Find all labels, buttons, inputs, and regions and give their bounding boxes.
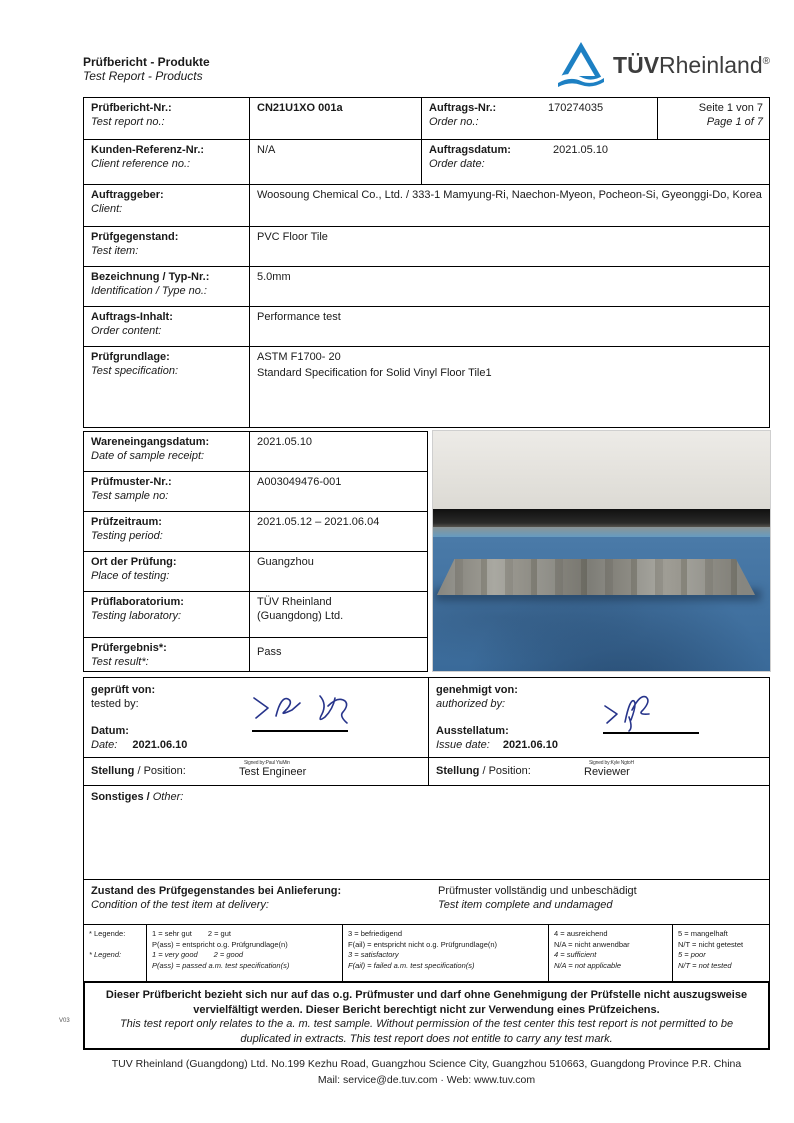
laboratory-line2: (Guangdong) Ltd. xyxy=(257,609,344,622)
order-content-label xyxy=(84,307,249,346)
receipt-date-label-de: Wareneingangsdatum: xyxy=(91,436,210,448)
table-row-result xyxy=(84,638,427,671)
place-label-en: Place of testing: xyxy=(91,569,170,582)
tested-by-block xyxy=(84,678,429,785)
legend-de-5: 5 = mangelhaft xyxy=(678,929,728,938)
condition-value xyxy=(431,880,769,924)
receipt-date-label xyxy=(84,432,249,471)
identification-label xyxy=(84,267,249,306)
legend-en-3: 3 = satisfactory xyxy=(348,950,399,959)
order-no-value: 170274035 xyxy=(548,102,604,114)
authorized-by-labels xyxy=(436,683,518,711)
testing-period-label-en: Testing period: xyxy=(91,529,163,542)
test-spec-label xyxy=(84,347,249,427)
registered-mark: ® xyxy=(762,56,770,67)
client-label-de: Auftraggeber: xyxy=(91,189,164,201)
order-content-label-en: Order content: xyxy=(91,324,162,337)
page-indicator-de: Seite 1 von 7 xyxy=(698,102,763,114)
position-label-rest: / Position: xyxy=(482,765,531,777)
sample-info-table xyxy=(83,431,428,672)
laboratory-label-en: Testing laboratory: xyxy=(91,609,182,622)
legend-en-pass: P(ass) = passed a.m. test specification(s) xyxy=(152,960,290,970)
tested-date-value: 2021.06.10 xyxy=(132,739,188,751)
client-ref-value: N/A xyxy=(249,140,421,184)
legend-title-en: * Legend: xyxy=(89,950,122,959)
report-no-label xyxy=(84,98,249,139)
legend-en-4: 4 = sufficient xyxy=(554,950,597,959)
footer-contact: Mail: service@de.tuv.com · Web: www.tuv.com xyxy=(317,1074,536,1086)
table-row-receipt-date xyxy=(84,432,427,472)
tuv-rheinland-logo xyxy=(558,41,770,90)
logo-rheinland: Rheinland xyxy=(659,52,763,78)
date-label-en: Date: xyxy=(91,739,118,751)
authorized-by-label-en: authorized by: xyxy=(436,698,506,710)
authorized-position-row xyxy=(429,757,769,785)
legend-en-nt: N/T = not tested xyxy=(678,960,732,970)
receipt-date-label-en: Date of sample receipt: xyxy=(91,449,205,462)
table-row-order-content xyxy=(84,307,769,347)
legend-de-nt: N/T = nicht getestet xyxy=(678,939,744,949)
sample-no-label xyxy=(84,472,249,511)
laboratory-value xyxy=(249,592,427,637)
test-item-label-de: Prüfgegenstand: xyxy=(91,231,179,243)
legend-col-grade4 xyxy=(548,925,672,981)
doc-title-de: Prüfbericht - Produkte xyxy=(83,55,210,69)
legend-en-2: 2 = good xyxy=(213,950,244,959)
photo-floor-tile-plank xyxy=(437,559,755,595)
table-row-sample-no xyxy=(84,472,427,512)
condition-label xyxy=(84,880,431,924)
other-section xyxy=(83,785,770,880)
issue-date-label-de: Ausstellatum: xyxy=(436,725,509,737)
testing-period-label xyxy=(84,512,249,551)
test-item-value: PVC Floor Tile xyxy=(249,227,769,266)
testing-period-label-de: Prüfzeitraum: xyxy=(91,516,162,528)
other-label-en: Other: xyxy=(152,791,184,803)
condition-value-en: Test item complete and undamaged xyxy=(438,899,613,911)
authorized-signed-by-stamp: Signed by:Kyle NgtoH xyxy=(589,760,634,766)
legend-col-grade3 xyxy=(342,925,548,981)
condition-label-de: Zustand des Prüfgegenstandes bei Anlieferung: xyxy=(91,885,342,897)
photo-carpet xyxy=(433,537,770,671)
table-row-identification xyxy=(84,267,769,307)
tuv-triangle-icon xyxy=(558,41,604,90)
legend-de-fail: F(ail) = entspricht nicht o.g. Prüfgrundlage(n) xyxy=(348,939,498,949)
photo-wall xyxy=(433,431,770,509)
identification-value: 5.0mm xyxy=(249,267,769,306)
other-label-de: Sonstiges / xyxy=(91,791,150,803)
legend-de-1: 1 = sehr gut xyxy=(152,929,192,938)
testing-period-value: 2021.05.12 – 2021.06.04 xyxy=(249,512,427,551)
order-date-label-de: Auftragsdatum: xyxy=(429,144,511,156)
table-row-place xyxy=(84,552,427,592)
result-label-en: Test result*: xyxy=(91,655,149,668)
test-item-label xyxy=(84,227,249,266)
tested-by-labels xyxy=(91,683,155,711)
issue-date-label-en: Issue date: xyxy=(436,739,490,751)
identification-label-en: Identification / Type no.: xyxy=(91,284,207,297)
client-ref-label-en: Client reference no.: xyxy=(91,157,191,170)
disclaimer-de: Dieser Prüfbericht bezieht sich nur auf das o.g. Prüfmuster und darf ohne Genehmigung der Prüfstelle nicht auszugsweise vervielfältigt werden. Dieser Bericht berechtigt nicht zur Verwendung eines Prüfzeichens. xyxy=(105,989,748,1016)
client-ref-label-de: Kunden-Referenz-Nr.: xyxy=(91,144,205,156)
legend-en-fail: F(ail) = failed a.m. test specification(s) xyxy=(348,960,475,970)
client-value: Woosoung Chemical Co., Ltd. / 333-1 Mamyung-Ri, Naechon-Myeon, Pocheon-Si, Gyeonggi-Do, Korea xyxy=(249,185,769,226)
legend-de-4: 4 = ausreichend xyxy=(554,929,608,938)
order-no-label-en: Order no.: xyxy=(429,115,479,128)
laboratory-line1: TÜV Rheinland xyxy=(257,596,332,608)
sample-no-value: A003049476-001 xyxy=(249,472,427,511)
logo-wordmark xyxy=(613,52,770,79)
legend-title-de: * Legende: xyxy=(89,929,126,938)
test-spec-line2: Standard Specification for Solid Vinyl Floor Tile1 xyxy=(257,366,492,379)
order-no-label-de: Auftrags-Nr.: xyxy=(429,102,497,114)
table-row-report-no xyxy=(84,98,769,140)
place-value: Guangzhou xyxy=(249,552,427,591)
condition-section xyxy=(83,879,770,925)
legend-de-na: N/A = nicht anwendbar xyxy=(554,939,630,949)
tested-position-row xyxy=(84,757,428,785)
authorized-by-signature xyxy=(599,684,729,736)
authorized-by-signature-line xyxy=(603,732,699,734)
order-content-label-de: Auftrags-Inhalt: xyxy=(91,311,173,323)
sample-no-label-de: Prüfmuster-Nr.: xyxy=(91,476,172,488)
client-label-en: Client: xyxy=(91,202,123,215)
report-info-table xyxy=(83,97,770,428)
order-no-label xyxy=(421,98,541,139)
legend-en-na: N/A = not applicable xyxy=(554,960,622,970)
table-row-testing-period xyxy=(84,512,427,552)
report-no-label-en: Test report no.: xyxy=(91,115,165,128)
form-version: V03 xyxy=(59,1018,70,1024)
page-indicator xyxy=(657,98,769,139)
test-spec-label-en: Test specification: xyxy=(91,364,179,377)
result-value: Pass xyxy=(249,638,427,671)
report-no-value: CN21U1XO 001a xyxy=(249,98,421,139)
tested-by-signature xyxy=(248,682,378,734)
client-ref-label xyxy=(84,140,249,184)
client-label xyxy=(84,185,249,226)
test-spec-value xyxy=(249,347,769,427)
laboratory-label xyxy=(84,592,249,637)
position-label-rest: / Position: xyxy=(137,765,186,777)
sample-no-label-en: Test sample no: xyxy=(91,489,169,502)
condition-label-en: Condition of the test item at delivery: xyxy=(91,899,269,911)
position-label-de: Stellung xyxy=(436,765,480,777)
authorized-by-label-de: genehmigt von: xyxy=(436,684,518,696)
authorized-by-block xyxy=(429,678,769,785)
test-item-label-en: Test item: xyxy=(91,244,139,257)
legend-en-1: 1 = very good xyxy=(152,950,198,959)
place-label-de: Ort der Prüfung: xyxy=(91,556,177,568)
sample-photo xyxy=(433,431,770,671)
tested-position-value: Test Engineer xyxy=(239,766,307,778)
order-date-label-en: Order date: xyxy=(429,157,485,170)
disclaimer-box xyxy=(83,981,770,1050)
page-indicator-en: Page 1 of 7 xyxy=(706,115,763,128)
doc-title-en: Test Report - Products xyxy=(83,69,203,83)
receipt-date-value: 2021.05.10 xyxy=(249,432,427,471)
legend-de-3: 3 = befriedigend xyxy=(348,929,403,938)
photo-baseboard xyxy=(433,509,770,529)
issue-date-value: 2021.06.10 xyxy=(502,739,558,751)
disclaimer-en: This test report only relates to the a. m. test sample. Without permission of the test center this test report is not permitted to be duplicated in extracts. This test report does not entitle to carry any test mark. xyxy=(119,1018,734,1045)
test-spec-label-de: Prüfgrundlage: xyxy=(91,351,170,363)
table-row-client-ref xyxy=(84,140,769,185)
legend-de-pass: P(ass) = entspricht o.g. Prüfgrundlage(n) xyxy=(152,939,288,949)
tested-by-label-de: geprüft von: xyxy=(91,684,156,696)
table-row-laboratory xyxy=(84,592,427,638)
legend-col-title xyxy=(84,925,146,981)
authorized-position-value: Reviewer xyxy=(584,766,630,778)
tested-signed-by-stamp: Signed by:Paul YiuMin xyxy=(244,760,290,766)
identification-label-de: Bezeichnung / Typ-Nr.: xyxy=(91,271,210,283)
footer xyxy=(83,1056,770,1088)
result-label xyxy=(84,638,249,671)
position-label-de: Stellung xyxy=(91,765,135,777)
letterhead xyxy=(83,52,770,83)
table-row-client xyxy=(84,185,769,227)
legend-col-grade5 xyxy=(672,925,769,981)
tested-by-label-en: tested by: xyxy=(91,698,139,710)
table-row-test-spec xyxy=(84,347,769,427)
report-no-label-de: Prüfbericht-Nr.: xyxy=(91,102,172,114)
footer-address: TUV Rheinland (Guangdong) Ltd. No.199 Kezhu Road, Guangzhou Science City, Guangzhou 510663, Guangdong Province P.R. China xyxy=(111,1058,742,1070)
order-content-value: Performance test xyxy=(249,307,769,346)
condition-value-de: Prüfmuster vollständig und unbeschädigt xyxy=(438,885,637,897)
order-date-label xyxy=(421,140,546,184)
test-spec-line1: ASTM F1700- 20 xyxy=(257,351,341,363)
legend-table xyxy=(83,924,770,982)
order-date-value: 2021.05.10 xyxy=(553,144,609,156)
tested-by-signature-line xyxy=(252,730,348,732)
tested-date xyxy=(91,724,187,752)
legend-en-5: 5 = poor xyxy=(678,950,706,959)
legend-de-2: 2 = gut xyxy=(207,929,231,938)
legend-col-grades12 xyxy=(146,925,342,981)
table-row-test-item xyxy=(84,227,769,267)
issue-date xyxy=(436,724,558,752)
date-label-de: Datum: xyxy=(91,725,129,737)
signature-section xyxy=(83,677,770,786)
laboratory-label-de: Prüflaboratorium: xyxy=(91,596,184,608)
logo-tuv: TÜV xyxy=(613,52,660,78)
result-label-de: Prüfergebnis*: xyxy=(91,642,167,654)
place-label xyxy=(84,552,249,591)
